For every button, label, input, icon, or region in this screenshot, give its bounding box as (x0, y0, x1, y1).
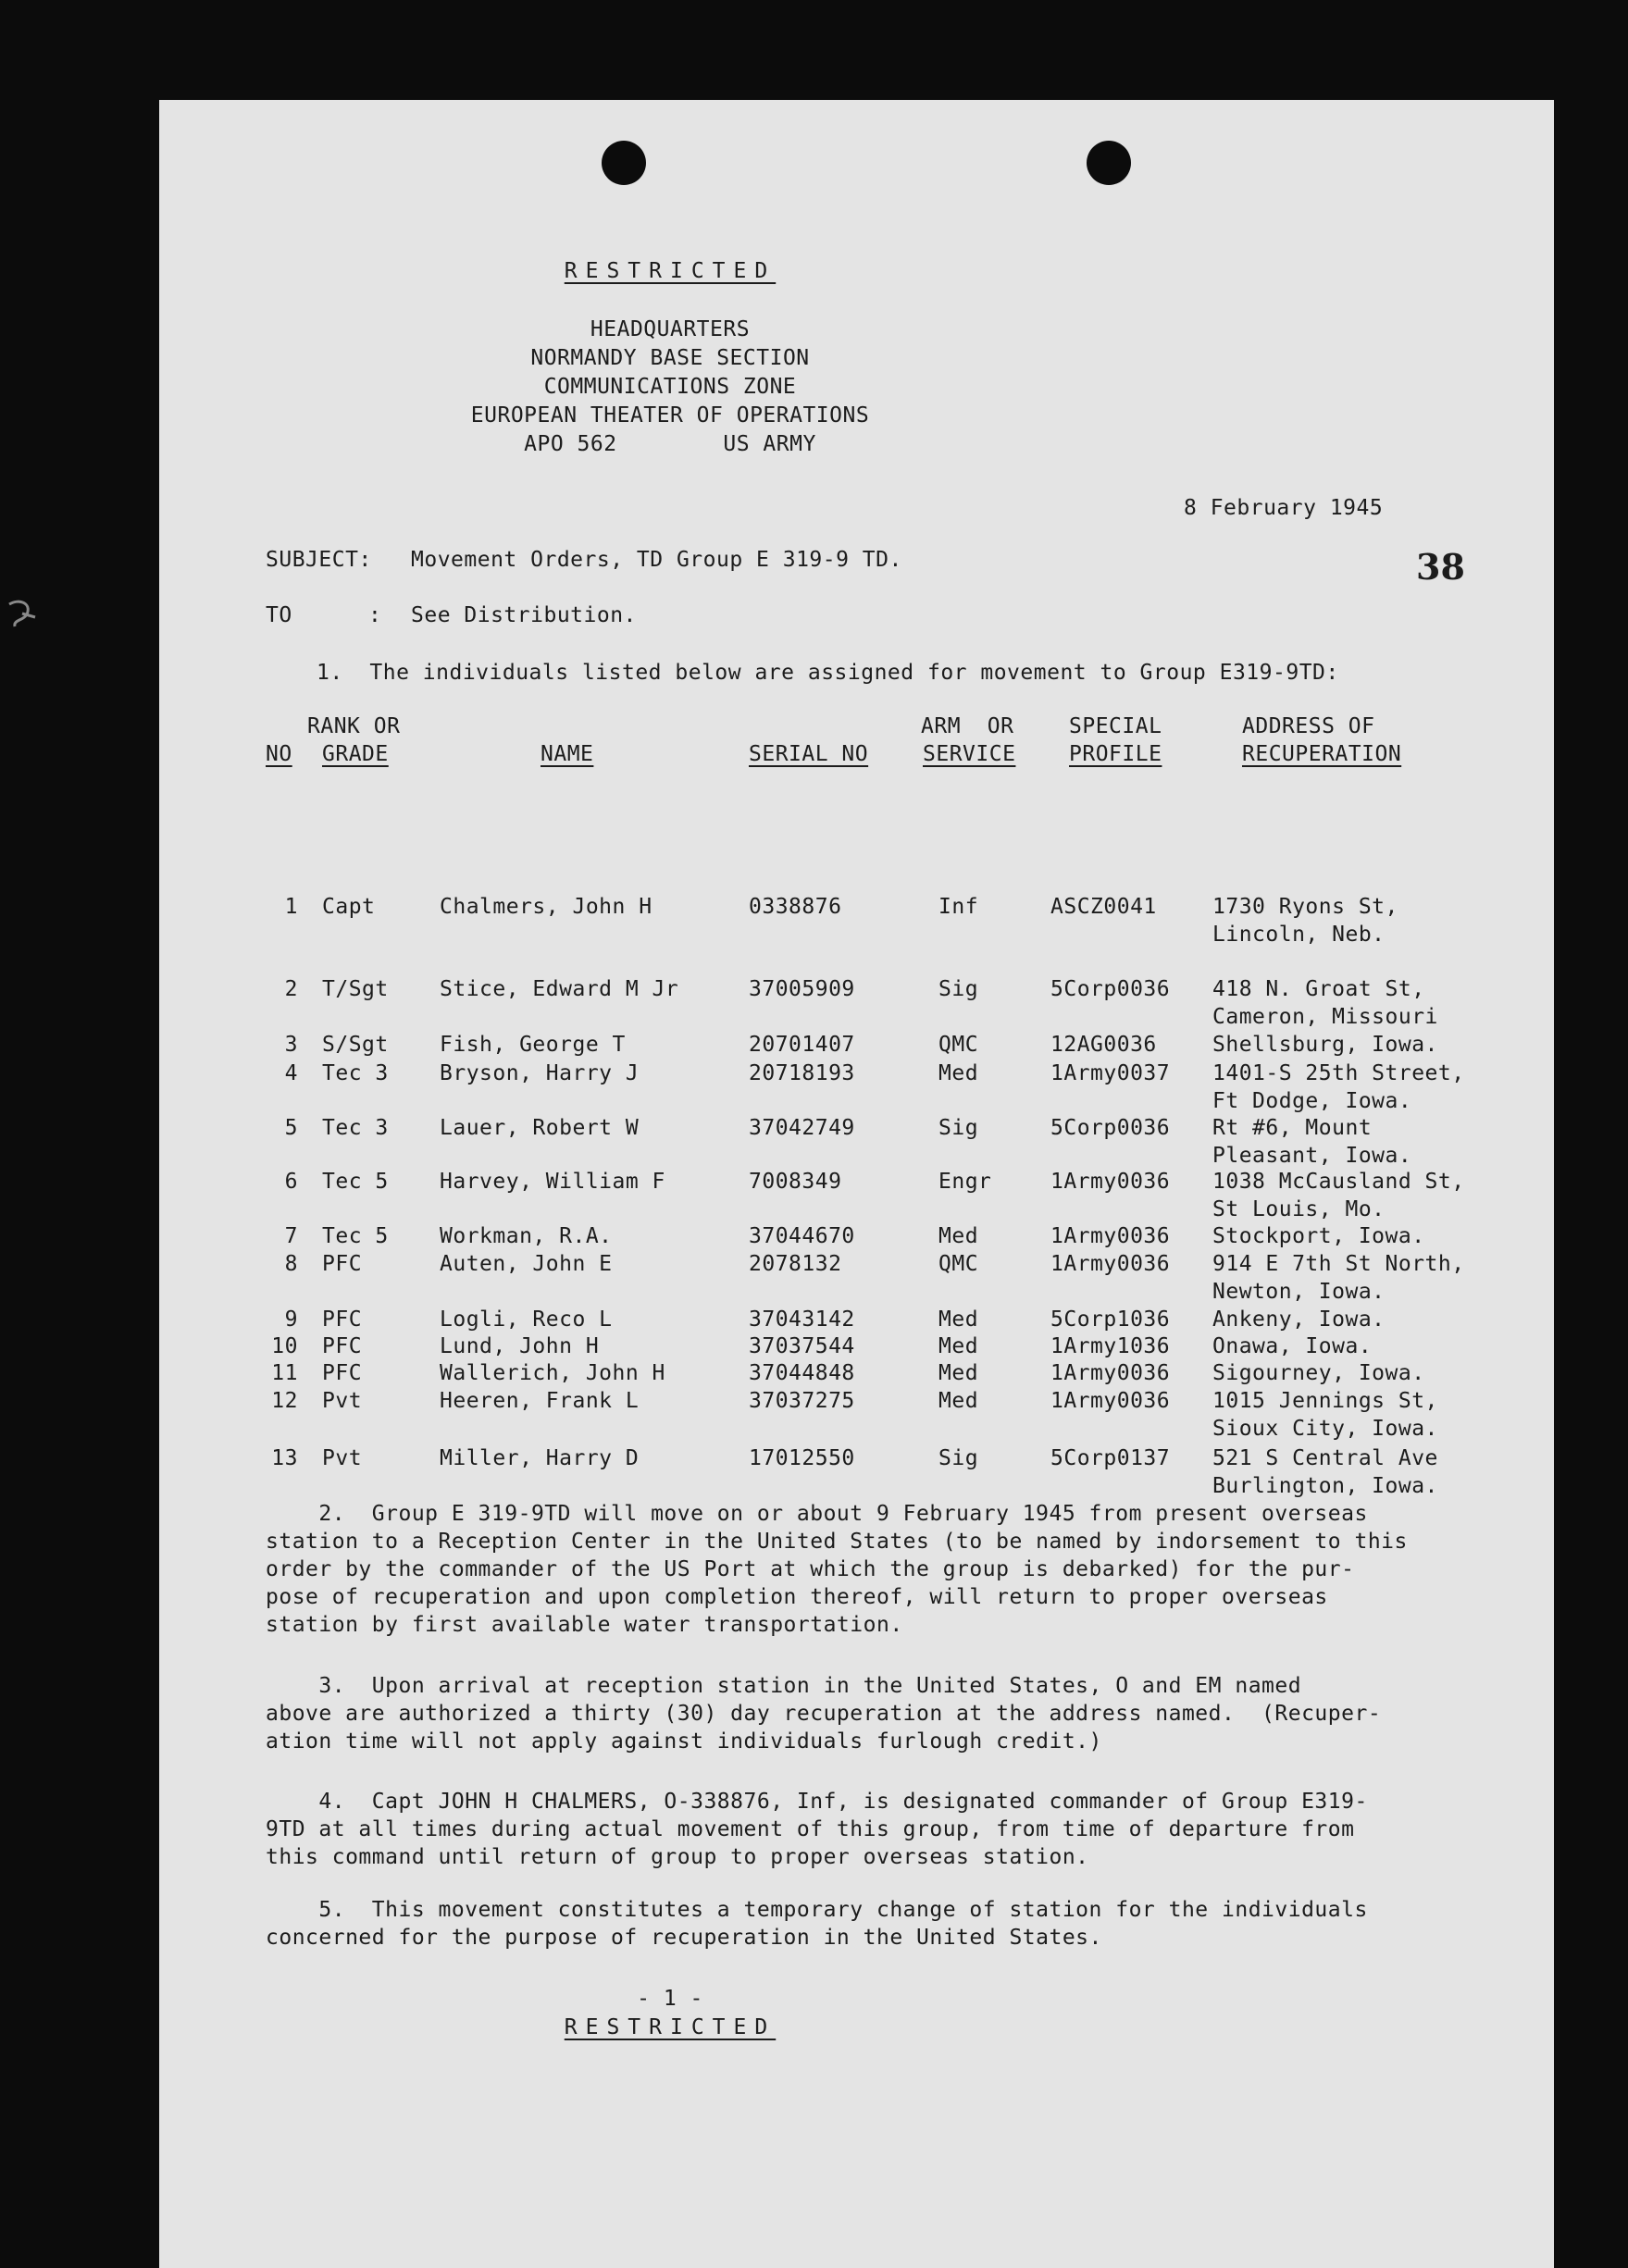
col-header-arm-top: ARM OR (921, 714, 1014, 738)
table-cell-address1: Sigourney, Iowa. (1212, 1361, 1425, 1385)
edge-mark (4, 597, 39, 632)
table-cell-special: 1Army0037 (1050, 1061, 1171, 1085)
punch-hole-left (602, 141, 646, 185)
table-cell-rank: PFC (322, 1361, 363, 1385)
table-cell-arm: Med (938, 1389, 979, 1413)
paragraph-5-line-1: 5. This movement constitutes a temporary change of station for the individuals (266, 1898, 1368, 1922)
table-cell-name: Auten, John E (440, 1252, 613, 1276)
table-cell-arm: Engr (938, 1170, 992, 1194)
table-cell-special: 1Army0036 (1050, 1170, 1171, 1194)
table-cell-serial: 20701407 (749, 1033, 855, 1057)
table-cell-address1: 1015 Jennings St, (1212, 1389, 1438, 1413)
paragraph-1: 1. The individuals listed below are assigned for movement to Group E319-9TD: (317, 661, 1339, 685)
table-cell-arm: QMC (938, 1033, 979, 1057)
table-cell-arm: Sig (938, 1116, 979, 1140)
to-text: See Distribution. (411, 603, 637, 627)
table-cell-no: 8 (284, 1252, 298, 1276)
paragraph-4-line-2: 9TD at all times during actual movement of this group, from time of departure from (266, 1817, 1355, 1841)
table-cell-special: 1Army0036 (1050, 1361, 1171, 1385)
table-cell-special: 1Army0036 (1050, 1224, 1171, 1248)
paragraph-4-line-1: 4. Capt JOHN H CHALMERS, O-338876, Inf, is designated commander of Group E319- (266, 1790, 1368, 1814)
col-header-no: NO (266, 742, 292, 766)
table-cell-no: 2 (284, 977, 298, 1001)
table-cell-address1: 418 N. Groat St, (1212, 977, 1425, 1001)
header-line-2: NORMANDY BASE SECTION (530, 346, 810, 370)
paragraph-3-line-2: above are authorized a thirty (30) day recuperation at the address named. (Recuper- (266, 1702, 1382, 1726)
table-cell-name: Lund, John H (440, 1334, 600, 1358)
document-page (159, 100, 1554, 2268)
table-cell-address2: Pleasant, Iowa. (1212, 1144, 1412, 1168)
table-cell-name: Heeren, Frank L (440, 1389, 640, 1413)
table-cell-no: 9 (284, 1308, 298, 1332)
table-cell-rank: Tec 3 (322, 1061, 389, 1085)
table-cell-address1: Stockport, Iowa. (1212, 1224, 1425, 1248)
paragraph-2-line-3: order by the commander of the US Port at which the group is debarked) for the pur- (266, 1557, 1355, 1581)
table-cell-name: Workman, R.A. (440, 1224, 613, 1248)
col-header-grade: GRADE (322, 742, 389, 766)
table-cell-rank: Pvt (322, 1389, 363, 1413)
header-line-5: APO 562 US ARMY (524, 432, 816, 456)
table-cell-no: 4 (284, 1061, 298, 1085)
table-cell-name: Miller, Harry D (440, 1446, 640, 1470)
table-cell-no: 6 (284, 1170, 298, 1194)
col-header-serial: SERIAL NO (749, 742, 869, 766)
table-cell-serial: 37037544 (749, 1334, 855, 1358)
table-cell-serial: 37043142 (749, 1308, 855, 1332)
paragraph-2-line-5: station by first available water transportation. (266, 1613, 903, 1637)
table-cell-no: 11 (271, 1361, 298, 1385)
table-cell-serial: 37042749 (749, 1116, 855, 1140)
table-cell-rank: S/Sgt (322, 1033, 389, 1057)
table-cell-serial: 37037275 (749, 1389, 855, 1413)
to-colon: : (368, 603, 382, 627)
header-line-1: HEADQUARTERS (590, 317, 751, 341)
paragraph-3-line-3: ation time will not apply against individuals furlough credit.) (266, 1729, 1102, 1754)
table-cell-address2: Sioux City, Iowa. (1212, 1417, 1438, 1441)
table-cell-special: ASCZ0041 (1050, 895, 1157, 919)
col-header-service: SERVICE (923, 742, 1016, 766)
table-cell-name: Wallerich, John H (440, 1361, 665, 1385)
col-header-address: RECUPERATION (1242, 742, 1402, 766)
table-cell-rank: PFC (322, 1308, 363, 1332)
table-cell-arm: Inf (938, 895, 979, 919)
subject-text: Movement Orders, TD Group E 319-9 TD. (411, 548, 902, 572)
table-cell-rank: Tec 3 (322, 1116, 389, 1140)
table-cell-arm: QMC (938, 1252, 979, 1276)
table-cell-address1: Rt #6, Mount (1212, 1116, 1373, 1140)
table-cell-name: Logli, Reco L (440, 1308, 613, 1332)
table-cell-special: 1Army0036 (1050, 1252, 1171, 1276)
table-cell-serial: 37044670 (749, 1224, 855, 1248)
paragraph-4-line-3: this command until return of group to proper overseas station. (266, 1845, 1089, 1869)
paragraph-2-line-2: station to a Reception Center in the United States (to be named by indorsement to this (266, 1530, 1408, 1554)
table-cell-name: Bryson, Harry J (440, 1061, 640, 1085)
table-cell-no: 5 (284, 1116, 298, 1140)
table-cell-rank: Capt (322, 895, 376, 919)
table-cell-address1: 1038 McCausland St, (1212, 1170, 1465, 1194)
table-cell-no: 13 (271, 1446, 298, 1470)
table-cell-special: 1Army0036 (1050, 1389, 1171, 1413)
paragraph-5-line-2: concerned for the purpose of recuperation in the United States. (266, 1926, 1102, 1950)
col-header-profile: PROFILE (1069, 742, 1162, 766)
table-cell-address2: Newton, Iowa. (1212, 1280, 1386, 1304)
table-cell-no: 1 (284, 895, 298, 919)
table-cell-arm: Med (938, 1224, 979, 1248)
classification-footer: RESTRICTED (564, 2015, 777, 2039)
table-cell-address1: Ankeny, Iowa. (1212, 1308, 1386, 1332)
table-cell-name: Stice, Edward M Jr (440, 977, 679, 1001)
table-cell-rank: PFC (322, 1252, 363, 1276)
paragraph-2-line-4: pose of recuperation and upon completion thereof, will return to proper overseas (266, 1585, 1328, 1609)
table-cell-special: 5Corp0036 (1050, 977, 1171, 1001)
table-cell-rank: Tec 5 (322, 1170, 389, 1194)
page-number: - 1 - (637, 1987, 703, 2011)
table-cell-rank: T/Sgt (322, 977, 389, 1001)
table-cell-name: Fish, George T (440, 1033, 626, 1057)
table-cell-address1: 521 S Central Ave (1212, 1446, 1438, 1470)
table-cell-serial: 20718193 (749, 1061, 855, 1085)
page-mark: 38 (1416, 546, 1465, 588)
table-cell-no: 7 (284, 1224, 298, 1248)
to-label: TO (266, 603, 292, 627)
table-cell-special: 5Corp1036 (1050, 1308, 1171, 1332)
col-header-address-top: ADDRESS OF (1242, 714, 1375, 738)
table-cell-arm: Sig (938, 1446, 979, 1470)
col-header-rank-top: RANK OR (307, 714, 401, 738)
header-line-3: COMMUNICATIONS ZONE (543, 375, 797, 399)
table-cell-address2: Lincoln, Neb. (1212, 923, 1386, 947)
table-cell-special: 12AG0036 (1050, 1033, 1157, 1057)
table-cell-rank: PFC (322, 1334, 363, 1358)
table-cell-serial: 0338876 (749, 895, 842, 919)
subject-label: SUBJECT: (266, 548, 372, 572)
table-cell-arm: Sig (938, 977, 979, 1001)
header-line-4: EUROPEAN THEATER OF OPERATIONS (470, 403, 870, 428)
table-cell-arm: Med (938, 1308, 979, 1332)
table-cell-no: 12 (271, 1389, 298, 1413)
table-cell-name: Harvey, William F (440, 1170, 665, 1194)
col-header-name: NAME (541, 742, 594, 766)
table-cell-serial: 2078132 (749, 1252, 842, 1276)
table-cell-address1: 914 E 7th St North, (1212, 1252, 1465, 1276)
table-cell-serial: 37044848 (749, 1361, 855, 1385)
table-cell-arm: Med (938, 1334, 979, 1358)
table-cell-special: 1Army1036 (1050, 1334, 1171, 1358)
table-cell-no: 10 (271, 1334, 298, 1358)
table-cell-address1: Shellsburg, Iowa. (1212, 1033, 1438, 1057)
table-cell-arm: Med (938, 1061, 979, 1085)
table-cell-address2: Burlington, Iowa. (1212, 1474, 1438, 1498)
table-cell-name: Chalmers, John H (440, 895, 652, 919)
table-cell-serial: 37005909 (749, 977, 855, 1001)
classification-header: RESTRICTED (564, 259, 777, 283)
table-cell-no: 3 (284, 1033, 298, 1057)
table-cell-name: Lauer, Robert W (440, 1116, 640, 1140)
order-date: 8 February 1945 (1184, 496, 1384, 520)
table-cell-address2: Ft Dodge, Iowa. (1212, 1089, 1412, 1113)
paragraph-3-line-1: 3. Upon arrival at reception station in the United States, O and EM named (266, 1674, 1302, 1698)
table-cell-address1: Onawa, Iowa. (1212, 1334, 1373, 1358)
table-cell-arm: Med (938, 1361, 979, 1385)
table-cell-address1: 1730 Ryons St, (1212, 895, 1398, 919)
col-header-special-top: SPECIAL (1069, 714, 1162, 738)
table-cell-special: 5Corp0137 (1050, 1446, 1171, 1470)
table-cell-rank: Tec 5 (322, 1224, 389, 1248)
table-cell-special: 5Corp0036 (1050, 1116, 1171, 1140)
table-cell-address2: Cameron, Missouri (1212, 1005, 1438, 1029)
table-cell-address2: St Louis, Mo. (1212, 1197, 1386, 1221)
table-cell-serial: 7008349 (749, 1170, 842, 1194)
punch-hole-right (1087, 141, 1131, 185)
table-cell-address1: 1401-S 25th Street, (1212, 1061, 1465, 1085)
table-cell-rank: Pvt (322, 1446, 363, 1470)
paragraph-2-line-1: 2. Group E 319-9TD will move on or about 9 February 1945 from present overseas (266, 1502, 1368, 1526)
table-cell-serial: 17012550 (749, 1446, 855, 1470)
